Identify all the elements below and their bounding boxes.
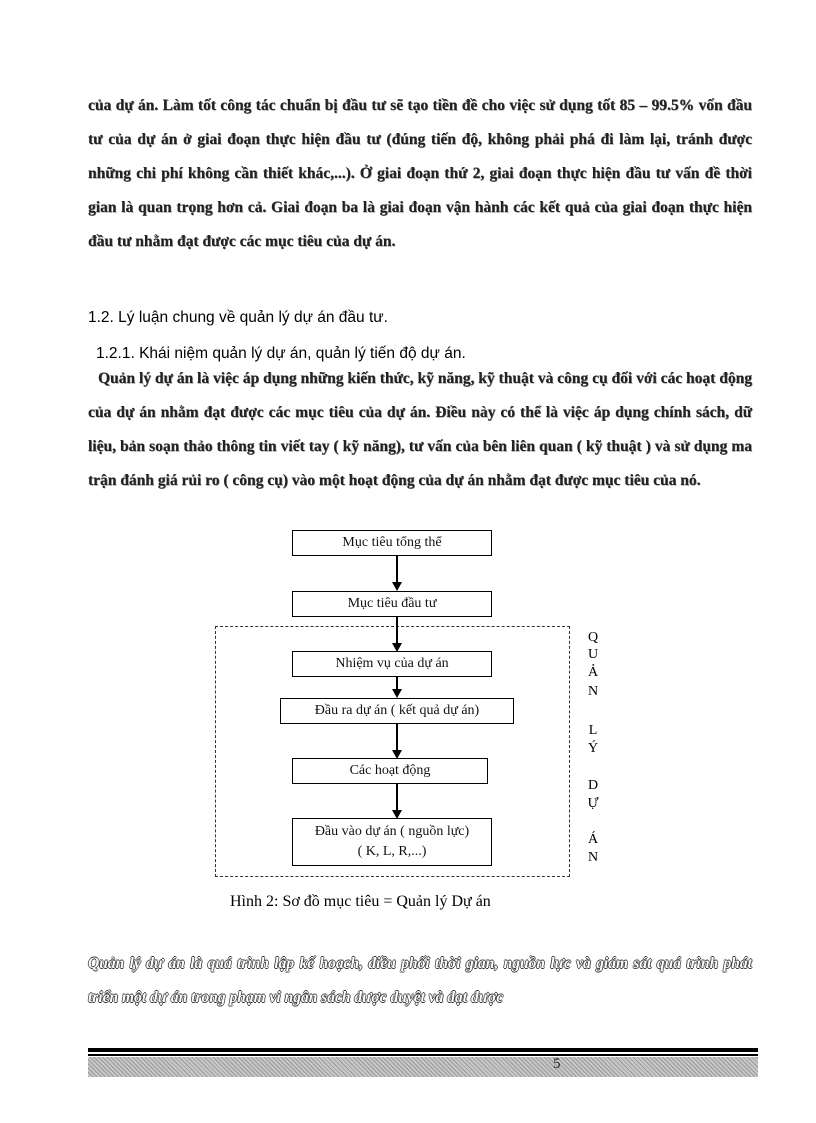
box-investment-goal: Mục tiêu đầu tư — [292, 591, 492, 617]
box-project-input-line2: ( K, L, R,...) — [357, 844, 427, 859]
arrow-head-icon — [392, 582, 402, 591]
side-letter: L — [588, 723, 598, 738]
side-letter: N — [587, 850, 599, 865]
footer-rule-thin — [88, 1054, 758, 1056]
side-letter: Ự — [587, 796, 599, 811]
side-letter: Q — [587, 630, 599, 645]
section-heading-1-2: 1.2. Lý luận chung về quản lý dự án đầu tư. — [88, 309, 388, 326]
section-heading-1-2-1: 1.2.1. Khái niệm quản lý dự án, quản lý tiến độ dự án. — [96, 345, 466, 362]
paragraph-italic-definition: Quản lý dự án là quá trình lập kế hoạch, điều phối thời gian, nguồn lực và giám sát quá trình phát triển một dự án trong phạm vi ngân sách được duyệt và đạt được — [88, 955, 752, 1006]
arrow-connector — [396, 724, 398, 751]
page-number: 5 — [553, 1056, 561, 1072]
box-project-task: Nhiệm vụ của dự án — [292, 651, 492, 677]
side-letter: N — [587, 684, 599, 699]
footer-rule-thick — [88, 1048, 758, 1052]
box-activities: Các hoạt động — [292, 758, 488, 784]
side-letter: Ả — [587, 665, 599, 680]
arrow-connector — [396, 617, 398, 644]
arrow-connector — [396, 784, 398, 811]
side-letter: Ý — [587, 741, 599, 756]
paragraph-intro: của dự án. Làm tốt công tác chuẩn bị đầu tư sẽ tạo tiền đề cho việc sử dụng tốt 85 – 99.5% vốn đầu tư của dự án ở giai đoạn thực hiện đầu tư (đúng tiến độ, không phải phá đi làm lại, tránh được những chi phí không cần thiết khác,...). Ở giai đoạn thứ 2, giai đoạn thực hiện đầu tư vấn đề thời gian là quan trọng hơn cả. Giai đoạn ba là giai đoạn vận hành các kết quả của giai đoạn thực hiện đầu tư nhằm đạt được các mục tiêu của dự án. — [88, 97, 752, 250]
paragraph-definition: Quản lý dự án là việc áp dụng những kiến thức, kỹ năng, kỹ thuật và công cụ đối với các hoạt động của dự án nhằm đạt được các mục tiêu của dự án. Điều này có thể là việc áp dụng chính sách, dữ liệu, bản soạn thảo thông tin viết tay ( kỹ năng), tư vấn của bên liên quan ( kỹ thuật ) và sử dụng ma trận đánh giá rủi ro ( công cụ) vào một hoạt động của dự án nhằm đạt được mục tiêu của nó. — [88, 370, 752, 489]
arrow-connector — [396, 556, 398, 583]
figure-caption: Hình 2: Sơ đồ mục tiêu = Quản lý Dự án — [230, 893, 491, 910]
box-project-output: Đầu ra dự án ( kết quả dự án) — [280, 698, 514, 724]
footer-shaded-band — [88, 1057, 758, 1077]
arrow-head-icon — [392, 689, 402, 698]
box-project-input — [292, 818, 492, 866]
side-letter: Á — [587, 832, 599, 847]
side-letter: D — [587, 778, 599, 793]
side-letter: U — [587, 647, 599, 662]
box-project-input-line1: Đầu vào dự án ( nguồn lực) — [314, 824, 470, 839]
box-overall-goal: Mục tiêu tổng thể — [292, 530, 492, 556]
